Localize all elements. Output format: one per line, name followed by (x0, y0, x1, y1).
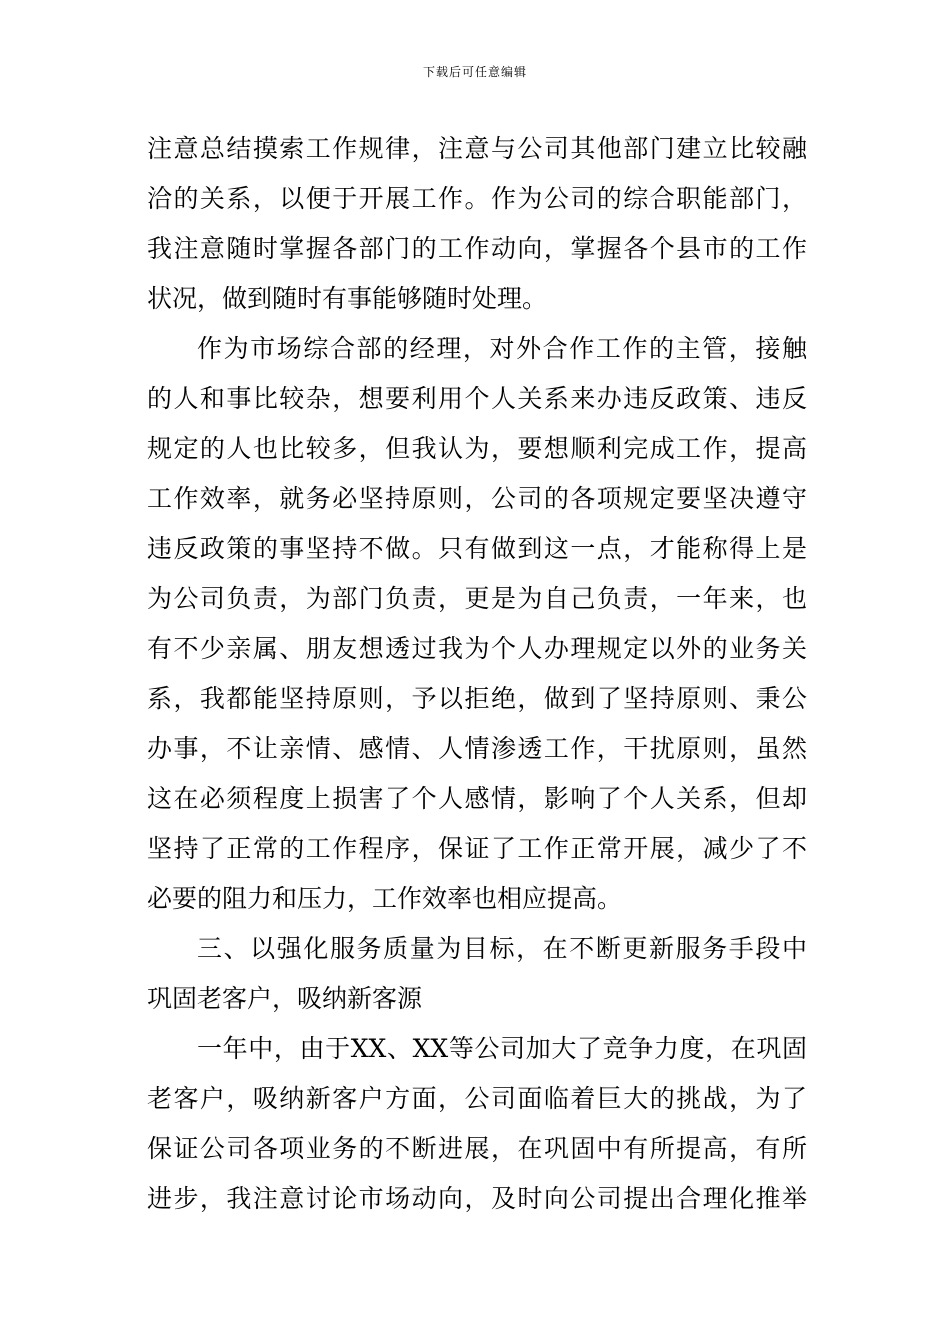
text-line: 进步，我注意讨论市场动向，及时向公司提出合理化推举 (147, 1184, 807, 1213)
text-line: 为公司负责，为部门负责，更是为自己负责，一年来，也 (147, 584, 807, 613)
text-line: 巩固老客户，吸纳新客源 (147, 984, 423, 1013)
text-line: 系，我都能坚持原则，予以拒绝，做到了坚持原则、秉公 (147, 684, 807, 713)
text-line: 一年中，由于XX、XX等公司加大了竞争力度，在巩固 (197, 1034, 807, 1063)
text-line: 作为市场综合部的经理，对外合作工作的主管，接触 (197, 334, 807, 363)
text-line: 工作效率，就务必坚持原则，公司的各项规定要坚决遵守 (147, 484, 807, 513)
text-line: 必要的阻力和压力，工作效率也相应提高。 (147, 884, 623, 913)
text-line: 洽的关系，以便于开展工作。作为公司的综合职能部门， (147, 184, 807, 213)
text-line: 办事，不让亲情、感情、人情渗透工作，干扰原则，虽然 (147, 734, 807, 763)
paragraph-3 (147, 1024, 807, 1224)
page-header: 下载后可任意编辑 (422, 65, 527, 79)
text-line: 状况，做到随时有事能够随时处理。 (147, 284, 548, 313)
text-line: 坚持了正常的工作程序，保证了工作正常开展，减少了不 (147, 834, 807, 863)
document-body (147, 124, 807, 1224)
paragraph-1 (147, 124, 807, 324)
paragraph-2 (147, 324, 807, 924)
text-line: 我注意随时掌握各部门的工作动向，掌握各个县市的工作 (147, 234, 807, 263)
text-line: 有不少亲属、朋友想透过我为个人办理规定以外的业务关 (147, 634, 807, 663)
text-line: 规定的人也比较多，但我认为，要想顺利完成工作，提高 (147, 434, 807, 463)
text-line: 老客户，吸纳新客户方面，公司面临着巨大的挑战，为了 (147, 1084, 807, 1113)
text-line: 保证公司各项业务的不断进展，在巩固中有所提高，有所 (147, 1134, 807, 1163)
text-line: 这在必须程度上损害了个人感情，影响了个人关系，但却 (147, 784, 807, 813)
text-line: 注意总结摸索工作规律，注意与公司其他部门建立比较融 (147, 134, 807, 163)
section-heading (147, 924, 807, 1024)
text-line: 三、以强化服务质量为目标，在不断更新服务手段中 (197, 934, 807, 963)
text-line: 违反政策的事坚持不做。只有做到这一点，才能称得上是 (147, 534, 807, 563)
text-line: 的人和事比较杂，想要利用个人关系来办违反政策、违反 (147, 384, 807, 413)
